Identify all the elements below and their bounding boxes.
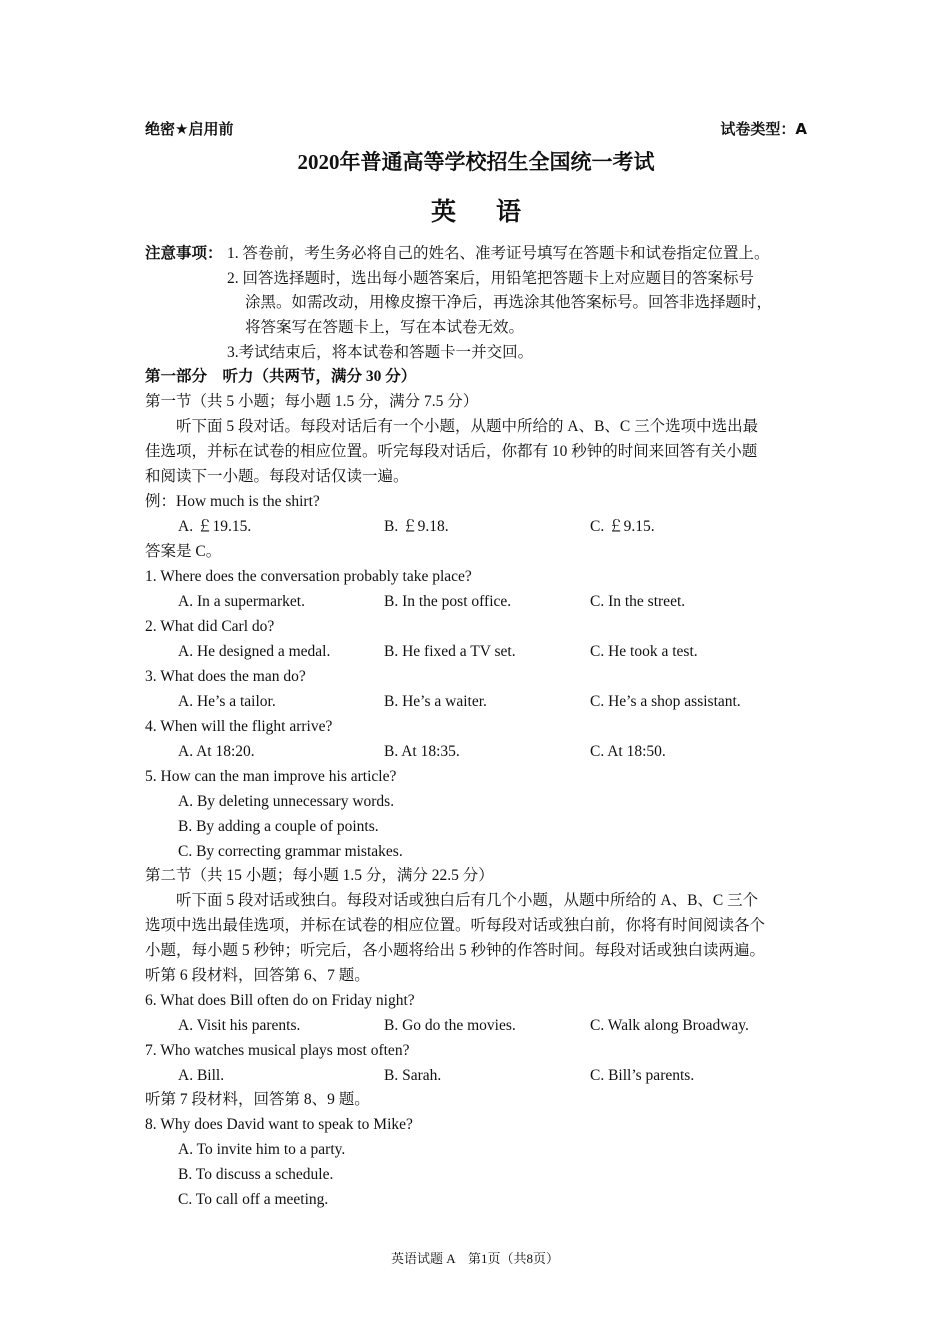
q6-option-b: B. Go do the movies. bbox=[384, 1017, 516, 1034]
section2-instruction: 小题，每小题 5 秒钟；听完后，各小题将给出 5 秒钟的作答时间。每段对话或独白读两遍。 bbox=[145, 942, 766, 959]
q4-option-c: C. At 18:50. bbox=[590, 743, 666, 760]
q6-option-a: A. Visit his parents. bbox=[178, 1017, 301, 1034]
question-1: 1. Where does the conversation probably take place? bbox=[145, 568, 472, 585]
question-3: 3. What does the man do? bbox=[145, 668, 306, 685]
subject-title: 英语 bbox=[430, 199, 561, 226]
page-footer: 英语试题 A 第1页（共8页） bbox=[391, 1251, 559, 1266]
q2-option-a: A. He designed a medal. bbox=[178, 643, 331, 660]
q5-option-b: B. By adding a couple of points. bbox=[178, 818, 379, 835]
section1-heading: 第一节（共 5 小题；每小题 1.5 分，满分 7.5 分） bbox=[145, 393, 479, 410]
question-2: 2. What did Carl do? bbox=[145, 618, 275, 635]
section1-instruction: 听下面 5 段对话。每段对话后有一个小题，从题中所给的 A、B、C 三个选项中选出最 bbox=[176, 418, 759, 435]
section1-instruction: 佳选项，并标在试卷的相应位置。听完每段对话后，你都有 10 秒钟的时间来回答有关小题 bbox=[145, 443, 758, 460]
exam-title: 2020年普通高等学校招生全国统一考试 bbox=[297, 150, 655, 174]
q8-option-b: B. To discuss a schedule. bbox=[178, 1166, 334, 1183]
section2-instruction: 选项中选出最佳选项，并标在试卷的相应位置。听每段对话或独白前，你将有时间阅读各个 bbox=[145, 917, 766, 934]
q3-option-a: A. He’s a tailor. bbox=[178, 693, 276, 710]
section1-instruction: 和阅读下一小题。每段对话仅读一遍。 bbox=[145, 468, 409, 485]
confidential-label: 绝密★启用前 bbox=[145, 120, 234, 138]
example-option-c: C. ￡9.15. bbox=[590, 518, 655, 535]
notice-item-1: 1. 答卷前，考生务必将自己的姓名、准考证号填写在答题卡和试卷指定位置上。 bbox=[227, 245, 770, 262]
q1-option-c: C. In the street. bbox=[590, 593, 686, 610]
material-6-note: 听第 6 段材料，回答第 6、7 题。 bbox=[145, 967, 370, 984]
q7-option-b: B. Sarah. bbox=[384, 1067, 442, 1084]
q1-option-b: B. In the post office. bbox=[384, 593, 512, 610]
q5-option-a: A. By deleting unnecessary words. bbox=[178, 793, 395, 810]
example-question: 例：How much is the shirt? bbox=[145, 493, 320, 510]
question-8: 8. Why does David want to speak to Mike? bbox=[145, 1116, 413, 1133]
q2-option-c: C. He took a test. bbox=[590, 643, 698, 660]
question-6: 6. What does Bill often do on Friday night? bbox=[145, 992, 415, 1009]
q4-option-b: B. At 18:35. bbox=[384, 743, 460, 760]
q1-option-a: A. In a supermarket. bbox=[178, 593, 305, 610]
material-7-note: 听第 7 段材料，回答第 8、9 题。 bbox=[145, 1091, 370, 1108]
section2-instruction: 听下面 5 段对话或独白。每段对话或独白后有几个小题，从题中所给的 A、B、C 三个 bbox=[176, 892, 759, 909]
notice-item-2: 2. 回答选择题时，选出每小题答案后，用铅笔把答题卡上对应题目的答案标号 bbox=[227, 270, 755, 287]
example-answer: 答案是 C。 bbox=[145, 543, 222, 560]
q7-option-a: A. Bill. bbox=[178, 1067, 225, 1084]
notice-item-2-cont: 涂黑。如需改动，用橡皮擦干净后，再选涂其他答案标号。回答非选择题时， bbox=[245, 294, 773, 311]
q8-option-a: A. To invite him to a party. bbox=[178, 1141, 346, 1158]
q3-option-c: C. He’s a shop assistant. bbox=[590, 693, 741, 710]
section2-heading: 第二节（共 15 小题；每小题 1.5 分，满分 22.5 分） bbox=[145, 867, 494, 884]
q8-option-c: C. To call off a meeting. bbox=[178, 1191, 329, 1208]
q4-option-a: A. At 18:20. bbox=[178, 743, 255, 760]
notice-label: 注意事项： bbox=[145, 245, 223, 262]
example-option-b: B. ￡9.18. bbox=[384, 518, 449, 535]
q5-option-c: C. By correcting grammar mistakes. bbox=[178, 843, 403, 860]
notice-item-2-cont: 将答案写在答题卡上，写在本试卷无效。 bbox=[245, 319, 525, 336]
q3-option-b: B. He’s a waiter. bbox=[384, 693, 487, 710]
q7-option-c: C. Bill’s parents. bbox=[590, 1067, 695, 1084]
question-4: 4. When will the flight arrive? bbox=[145, 718, 333, 735]
q2-option-b: B. He fixed a TV set. bbox=[384, 643, 516, 660]
question-5: 5. How can the man improve his article? bbox=[145, 768, 397, 785]
part1-heading: 第一部分 听力（共两节，满分 30 分） bbox=[145, 368, 417, 385]
q6-option-c: C. Walk along Broadway. bbox=[590, 1017, 749, 1034]
notice-item-3: 3.考试结束后，将本试卷和答题卡一并交回。 bbox=[227, 344, 534, 361]
example-option-a: A. ￡19.15. bbox=[178, 518, 252, 535]
paper-type-label: 试卷类型：A bbox=[720, 120, 807, 138]
question-7: 7. Who watches musical plays most often? bbox=[145, 1042, 410, 1059]
